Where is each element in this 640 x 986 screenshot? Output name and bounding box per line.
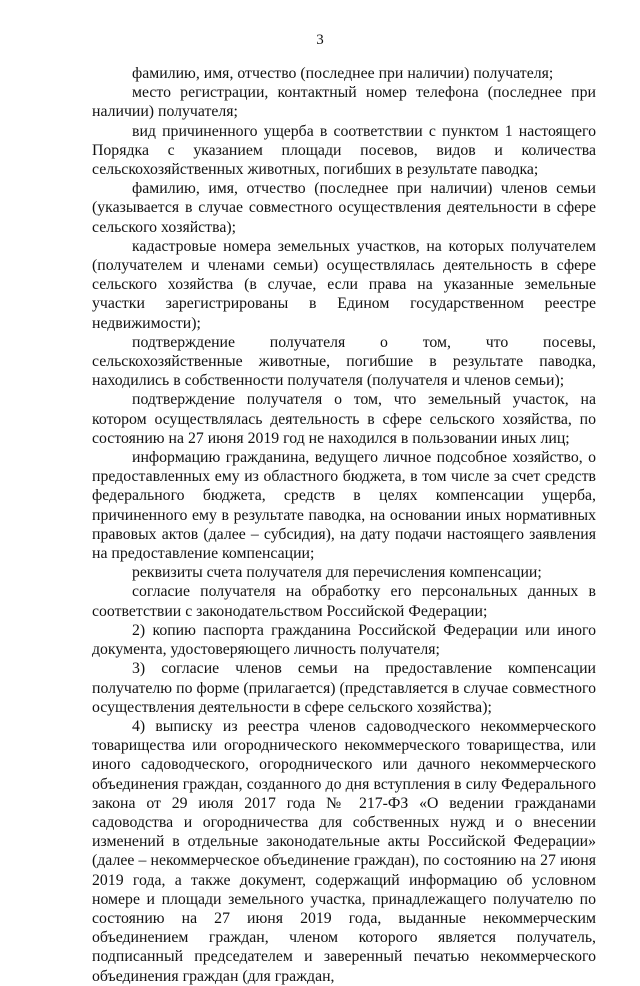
paragraph-land-confirmation: подтверждение получателя о том, что земельный участок, на котором осуществлялась деятельность в сфере сельского хозяйства, по состоянию на 27 июня 2019 год не находился в пользовании иных лиц; <box>92 391 596 447</box>
paragraph-cadastral-numbers: кадастровые номера земельных участков, на которых получателем (получателем и членами семьи) осуществлялась деятельность в сфере сельского хозяйства (в случае, если права на указанные земельные участки зарегистрированы в Едином государственном реестре недвижимости); <box>92 237 596 332</box>
paragraph-passport-copy: 2) копию паспорта гражданина Российской Федерации или иного документа, удостоверяющего личность получателя; <box>92 621 596 659</box>
paragraph-data-consent: согласие получателя на обработку его персональных данных в соответствии с законодательством Российской Федерации; <box>92 583 596 620</box>
paragraph-family-consent: 3) согласие членов семьи на предоставление компенсации получателю по форме (прилагается) (представляется в случае совместного осуществления деятельности в сфере сельского хозяйства); <box>92 660 596 716</box>
paragraph-recipient-name: фамилию, имя, отчество (последнее при наличии) получателя; <box>132 65 554 82</box>
paragraph-registry-extract: 4) выписку из реестра членов садоводческого некоммерческого товарищества или огороднического некоммерческого товарищества, или иного садоводческого, огороднического или дачного некоммерческого объединения граждан, созданного до дня вступления в силу Федерального закона от 29 июля 2017 года № 217-ФЗ «О ведении гражданами садоводства и огородничества для собственных нужд и о внесении изменений в отдельные законодательные акты Российской Федерации» (далее – некоммерческое объединение граждан), по состоянию на 27 июня 2019 года, а также документ, содержащий информацию об условном номере и площади земельного участка, принадлежащего получателю по состоянию на 27 июня 2019 года, выданные некоммерческим объединением граждан, членом которого является получатель, подписанный председателем и заверенный печатью некоммерческого объединения граждан (для граждан, <box>92 717 596 985</box>
paragraph-ownership-confirmation: подтверждение получателя о том, что посевы, сельскохозяйственные животные, погибшие в результате паводка, находились в собственности получателя (получателя и членов семьи); <box>92 333 596 390</box>
page-number: 3 <box>316 32 324 48</box>
paragraph-bank-details: реквизиты счета получателя для перечисления компенсации; <box>132 564 542 582</box>
document-body <box>92 64 596 986</box>
paragraph-damage-type: вид причиненного ущерба в соответствии с пунктом 1 настоящего Порядка с указанием площади посевов, видов и количества сельскохозяйственных животных, погибших в результате паводка; <box>92 122 596 179</box>
paragraph-family-members: фамилию, имя, отчество (последнее при наличии) членов семьи (указывается в случае совместного осуществления деятельности в сфере сельского хозяйства); <box>92 180 596 236</box>
paragraph-subsidy-info: информацию гражданина, ведущего личное подсобное хозяйство, о предоставленных ему из областного бюджета, в том числе за счет средств федерального бюджета, средств в целях компенсации ущерба, причиненного ему в результате паводка, на основании иных нормативных правовых актов (далее – субсидия), на дату подачи настоящего заявления на предоставление компенсации; <box>92 449 596 563</box>
paragraph-registration: место регистрации, контактный номер телефона (последнее при наличии) получателя; <box>92 84 596 121</box>
